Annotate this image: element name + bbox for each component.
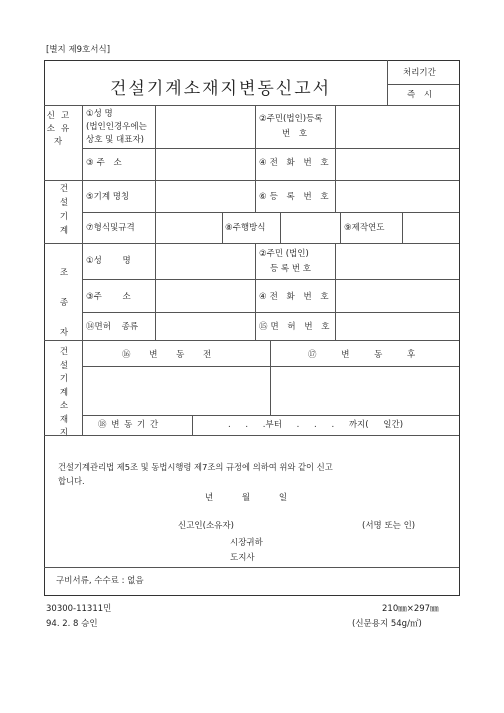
- owner-reg-label-1: ②주민(법인)등록: [259, 114, 323, 124]
- signature-note[interactable]: (서명 또는 인): [362, 521, 416, 531]
- machine-section-label: 건설기계: [59, 184, 69, 236]
- machine-name-field[interactable]: [157, 182, 253, 211]
- owner-section-label: 신고소유자: [46, 111, 76, 147]
- before-change-field[interactable]: [84, 368, 268, 413]
- processing-period-value: 즉 시: [407, 90, 436, 100]
- owner-name-label: ①성 명: [86, 109, 113, 119]
- operator-section-label: 조종자: [59, 268, 69, 338]
- operator-reg-field[interactable]: [337, 245, 457, 278]
- machine-name-label: ⑤기계 명칭: [86, 192, 130, 202]
- owner-name-field[interactable]: [157, 107, 253, 147]
- machine-model-label: ⑦형식및규격: [86, 223, 135, 233]
- owner-name-note-1: (법인인경우에는: [86, 122, 147, 132]
- form-title: 건설기계소재지변동신고서: [110, 79, 332, 99]
- owner-reg-field[interactable]: [337, 107, 457, 147]
- license-number-field[interactable]: [337, 314, 457, 339]
- declaration-text-line-1: 건설기계관리법 제5조 및 동법시행령 제7조의 규정에 의하여 위와 같이 신고: [58, 462, 333, 472]
- operator-address-field[interactable]: [157, 281, 253, 311]
- machine-reg-field[interactable]: [337, 182, 457, 211]
- declarant-label: 신고인(소유자): [178, 521, 234, 531]
- license-type-field[interactable]: [157, 314, 253, 339]
- paper-size: 210㎜×297㎜: [382, 604, 439, 614]
- recipient-mayor: 시장귀하: [230, 538, 263, 548]
- declaration-date[interactable]: 년 월 일: [205, 493, 288, 503]
- operator-reg-label-1: ②주민 (법인): [259, 249, 309, 259]
- machine-year-field[interactable]: [404, 214, 457, 242]
- owner-name-note-2: 상호 및 대표자): [86, 135, 144, 145]
- operator-reg-label-2: 등 록 번 호: [270, 264, 311, 274]
- operator-name-label: ①성 명: [86, 256, 131, 266]
- recipient-governor: 도지사: [230, 553, 255, 563]
- machine-reg-label: ⑥등 록 번 호: [259, 192, 332, 202]
- form-number-label: [별지 제9호서식]: [46, 45, 111, 55]
- processing-period-label: 처리기간: [403, 68, 436, 78]
- owner-phone-field[interactable]: [337, 150, 457, 179]
- form-code: 30300-11311민: [46, 604, 112, 614]
- required-documents: 구비서류, 수수료 : 없음: [56, 576, 144, 586]
- operator-address-label: ③주 소: [86, 292, 131, 302]
- machine-drive-label: ⑧주행방식: [225, 223, 266, 233]
- operator-phone-label: ④전 화 번 호: [259, 292, 332, 302]
- after-change-label: ⑰ 변 동 후: [308, 350, 416, 360]
- owner-address-label: ③주 소: [86, 158, 125, 168]
- location-section-label: 건설기계소재지: [59, 347, 69, 438]
- operator-name-field[interactable]: [157, 245, 253, 278]
- machine-drive-field[interactable]: [282, 214, 338, 242]
- approval-date: 94. 2. 8 승인: [46, 619, 98, 629]
- declaration-text-line-2: 합니다.: [58, 476, 85, 486]
- owner-address-field[interactable]: [157, 150, 253, 179]
- change-period-value[interactable]: . . .부터 . . . 까지( 일간): [228, 420, 404, 430]
- license-number-label: ⑮면 허 번 호: [259, 322, 333, 332]
- change-period-label: ⑱ 변 동 기 간: [98, 420, 159, 430]
- after-change-field[interactable]: [272, 368, 457, 413]
- operator-phone-field[interactable]: [337, 281, 457, 311]
- license-type-label: ⑭면허 종류: [86, 322, 139, 332]
- machine-model-field[interactable]: [157, 214, 220, 242]
- owner-phone-label: ④전 화 번 호: [259, 158, 332, 168]
- before-change-label: ⑯ 변 동 전: [122, 350, 212, 360]
- paper-weight: (신문용지 54g/㎡): [352, 619, 422, 629]
- owner-reg-label-2: 번 호: [282, 129, 311, 139]
- machine-year-label: ⑨제작연도: [344, 223, 385, 233]
